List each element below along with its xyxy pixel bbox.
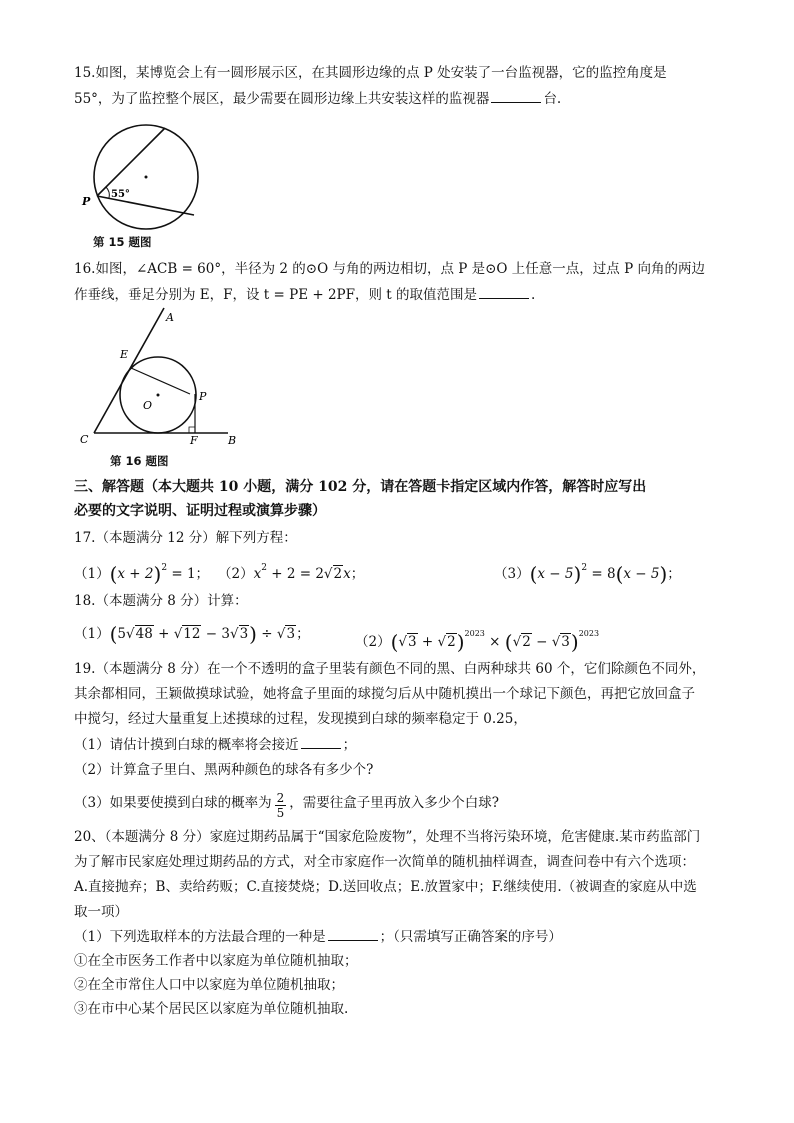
q15-line2-end: 台.	[543, 91, 562, 107]
q18-p2-label: （2）	[355, 634, 391, 650]
q20-answer-blank[interactable]	[328, 928, 378, 941]
q17-p2-label: （2）	[218, 566, 254, 582]
q15-point-p-label: P	[82, 195, 91, 208]
q19-fraction-denominator: 5	[276, 806, 285, 820]
q15-angle-label: 55°	[111, 189, 130, 200]
q17-part2	[218, 558, 364, 584]
q20-option-2: ②在全市常住人口中以家庭为单位随机抽取；	[74, 977, 344, 993]
q19-answer-blank[interactable]	[301, 736, 341, 749]
q19-fraction	[275, 791, 287, 820]
q16-label-c: C	[80, 433, 89, 445]
q16-line2-end: .	[531, 287, 536, 303]
q18-part1	[74, 624, 310, 644]
q16-line2	[74, 285, 535, 305]
q20-line2: 为了解市民家庭处理过期药品的方式，对全市家庭作一次简单的随机抽样调查，调查问卷中有六个选项：	[74, 854, 695, 870]
q19-sub1	[74, 735, 356, 755]
q15-line1: 15.如图，某博览会上有一圆形展示区，在其圆形边缘的点 P 处安装了一台监视器，它的监控角度是	[74, 65, 667, 81]
q17-p1-equation: $(x + 2)^2 = 1$；	[109, 562, 210, 586]
q15-answer-blank[interactable]	[491, 90, 541, 103]
q17-p3-equation: $(x - 5)^2 = 8(x - 5)$；	[529, 562, 681, 586]
q16-line1: 16.如图，∠ACB = 60°，半径为 2 的⊙O 与角的两边相切，点 P 是⊙O 上任意一点，过点 P 向角的两边	[74, 261, 705, 277]
q18-exponent-1: 2023	[464, 629, 485, 638]
q16-caption: 第 16 题图	[110, 454, 169, 468]
q18-title: 18.（本题满分 8 分）计算：	[74, 593, 248, 609]
q19-line1: 19.（本题满分 8 分）在一个不透明的盒子里装有颜色不同的黑、白两种球共 60 个，它们除颜色不同外，	[74, 661, 706, 677]
section3-heading-line1: 三、解答题（本大题共 10 小题，满分 102 分，请在答题卡指定区域内作答，解答时应写出	[74, 479, 647, 495]
q20-sub1-end: ；（只需填写正确答案的序号）	[379, 929, 562, 945]
q18-p1-label: （1）	[74, 626, 110, 642]
q16-label-f: F	[190, 434, 198, 445]
q17-p1-label: （1）	[74, 566, 110, 582]
q18-exponent-2: 2023	[578, 629, 600, 638]
q16-line2-text: 作垂线，垂足分别为 E，F，设 t = PE + 2PF，则 t 的取值范围是	[74, 287, 478, 303]
q20-option-3: ③在市中心某个居民区以家庭为单位随机抽取.	[74, 1001, 349, 1017]
q19-sub3	[74, 791, 499, 820]
q17-part3	[494, 558, 681, 584]
q18-p2-expression: $(√3 + √2)^{2023} \times (√2 - √3)^{2023}$	[390, 629, 600, 654]
q17-title: 17.（本题满分 12 分）解下列方程：	[74, 530, 297, 546]
q20-line3: A.直接抛弃；B、卖给药贩；C.直接焚烧；D.送回收点；E.放置家中；F.继续使用.（被调查的家庭从中选	[74, 879, 697, 895]
q20-sub1-text: （1）下列选取样本的方法最合理的一种是	[74, 929, 326, 945]
q19-sub1-text: （1）请估计摸到白球的概率将会接近	[74, 737, 299, 753]
q19-sub1-end: ；	[342, 737, 357, 753]
q20-sub1	[74, 927, 562, 947]
q18-part2	[355, 624, 599, 652]
q19-sub3-text: （3）如果要使摸到白球的概率为	[74, 795, 272, 811]
q16-label-e: E	[120, 348, 129, 361]
q15-caption: 第 15 题图	[93, 235, 152, 249]
q17-p2-equation: $x^2 + 2 = 2√2x$；	[253, 563, 365, 582]
q18-p1-expression: (5√48 + √12 − 3√3) ÷ √3；	[109, 622, 310, 646]
q16-label-b: B	[228, 434, 237, 445]
q16-label-a: A	[166, 311, 174, 324]
q16-label-o: O	[143, 399, 153, 412]
q20-line4: 取一项）	[74, 904, 128, 920]
q19-sub2: （2）计算盒子里白、黑两种颜色的球各有多少个?	[74, 762, 374, 778]
q19-sub3-end: ，需要往盒子里再放入多少个白球?	[289, 795, 499, 811]
q19-line2: 其余都相同，王颖做摸球试验，她将盒子里面的球搅匀后从中随机摸出一个球记下颜色，再把它放回盒子	[74, 686, 695, 702]
q15-line2	[74, 89, 561, 109]
q20-option-1: ①在全市医务工作者中以家庭为单位随机抽取；	[74, 953, 358, 969]
q15-line2-text: 55°，为了监控整个展区，最少需要在圆形边缘上共安装这样的监视器	[74, 91, 490, 107]
q16-answer-blank[interactable]	[479, 286, 529, 299]
q16-figure	[78, 305, 248, 445]
section3-heading-line2: 必要的文字说明、证明过程或演算步骤）	[74, 503, 326, 519]
q19-fraction-numerator: 2	[276, 791, 285, 805]
q16-label-p: P	[199, 390, 207, 403]
q19-line3: 中搅匀，经过大量重复上述摸球的过程，发现摸到白球的频率稳定于 0.25，	[74, 711, 527, 727]
q17-p3-label: （3）	[494, 566, 530, 582]
q20-line1: 20、（本题满分 8 分）家庭过期药品属于“国家危险废物”，处理不当将污染环境，危害健康.某市药监部门	[74, 829, 701, 845]
q17-part1	[74, 558, 209, 584]
q15-figure	[80, 120, 210, 240]
